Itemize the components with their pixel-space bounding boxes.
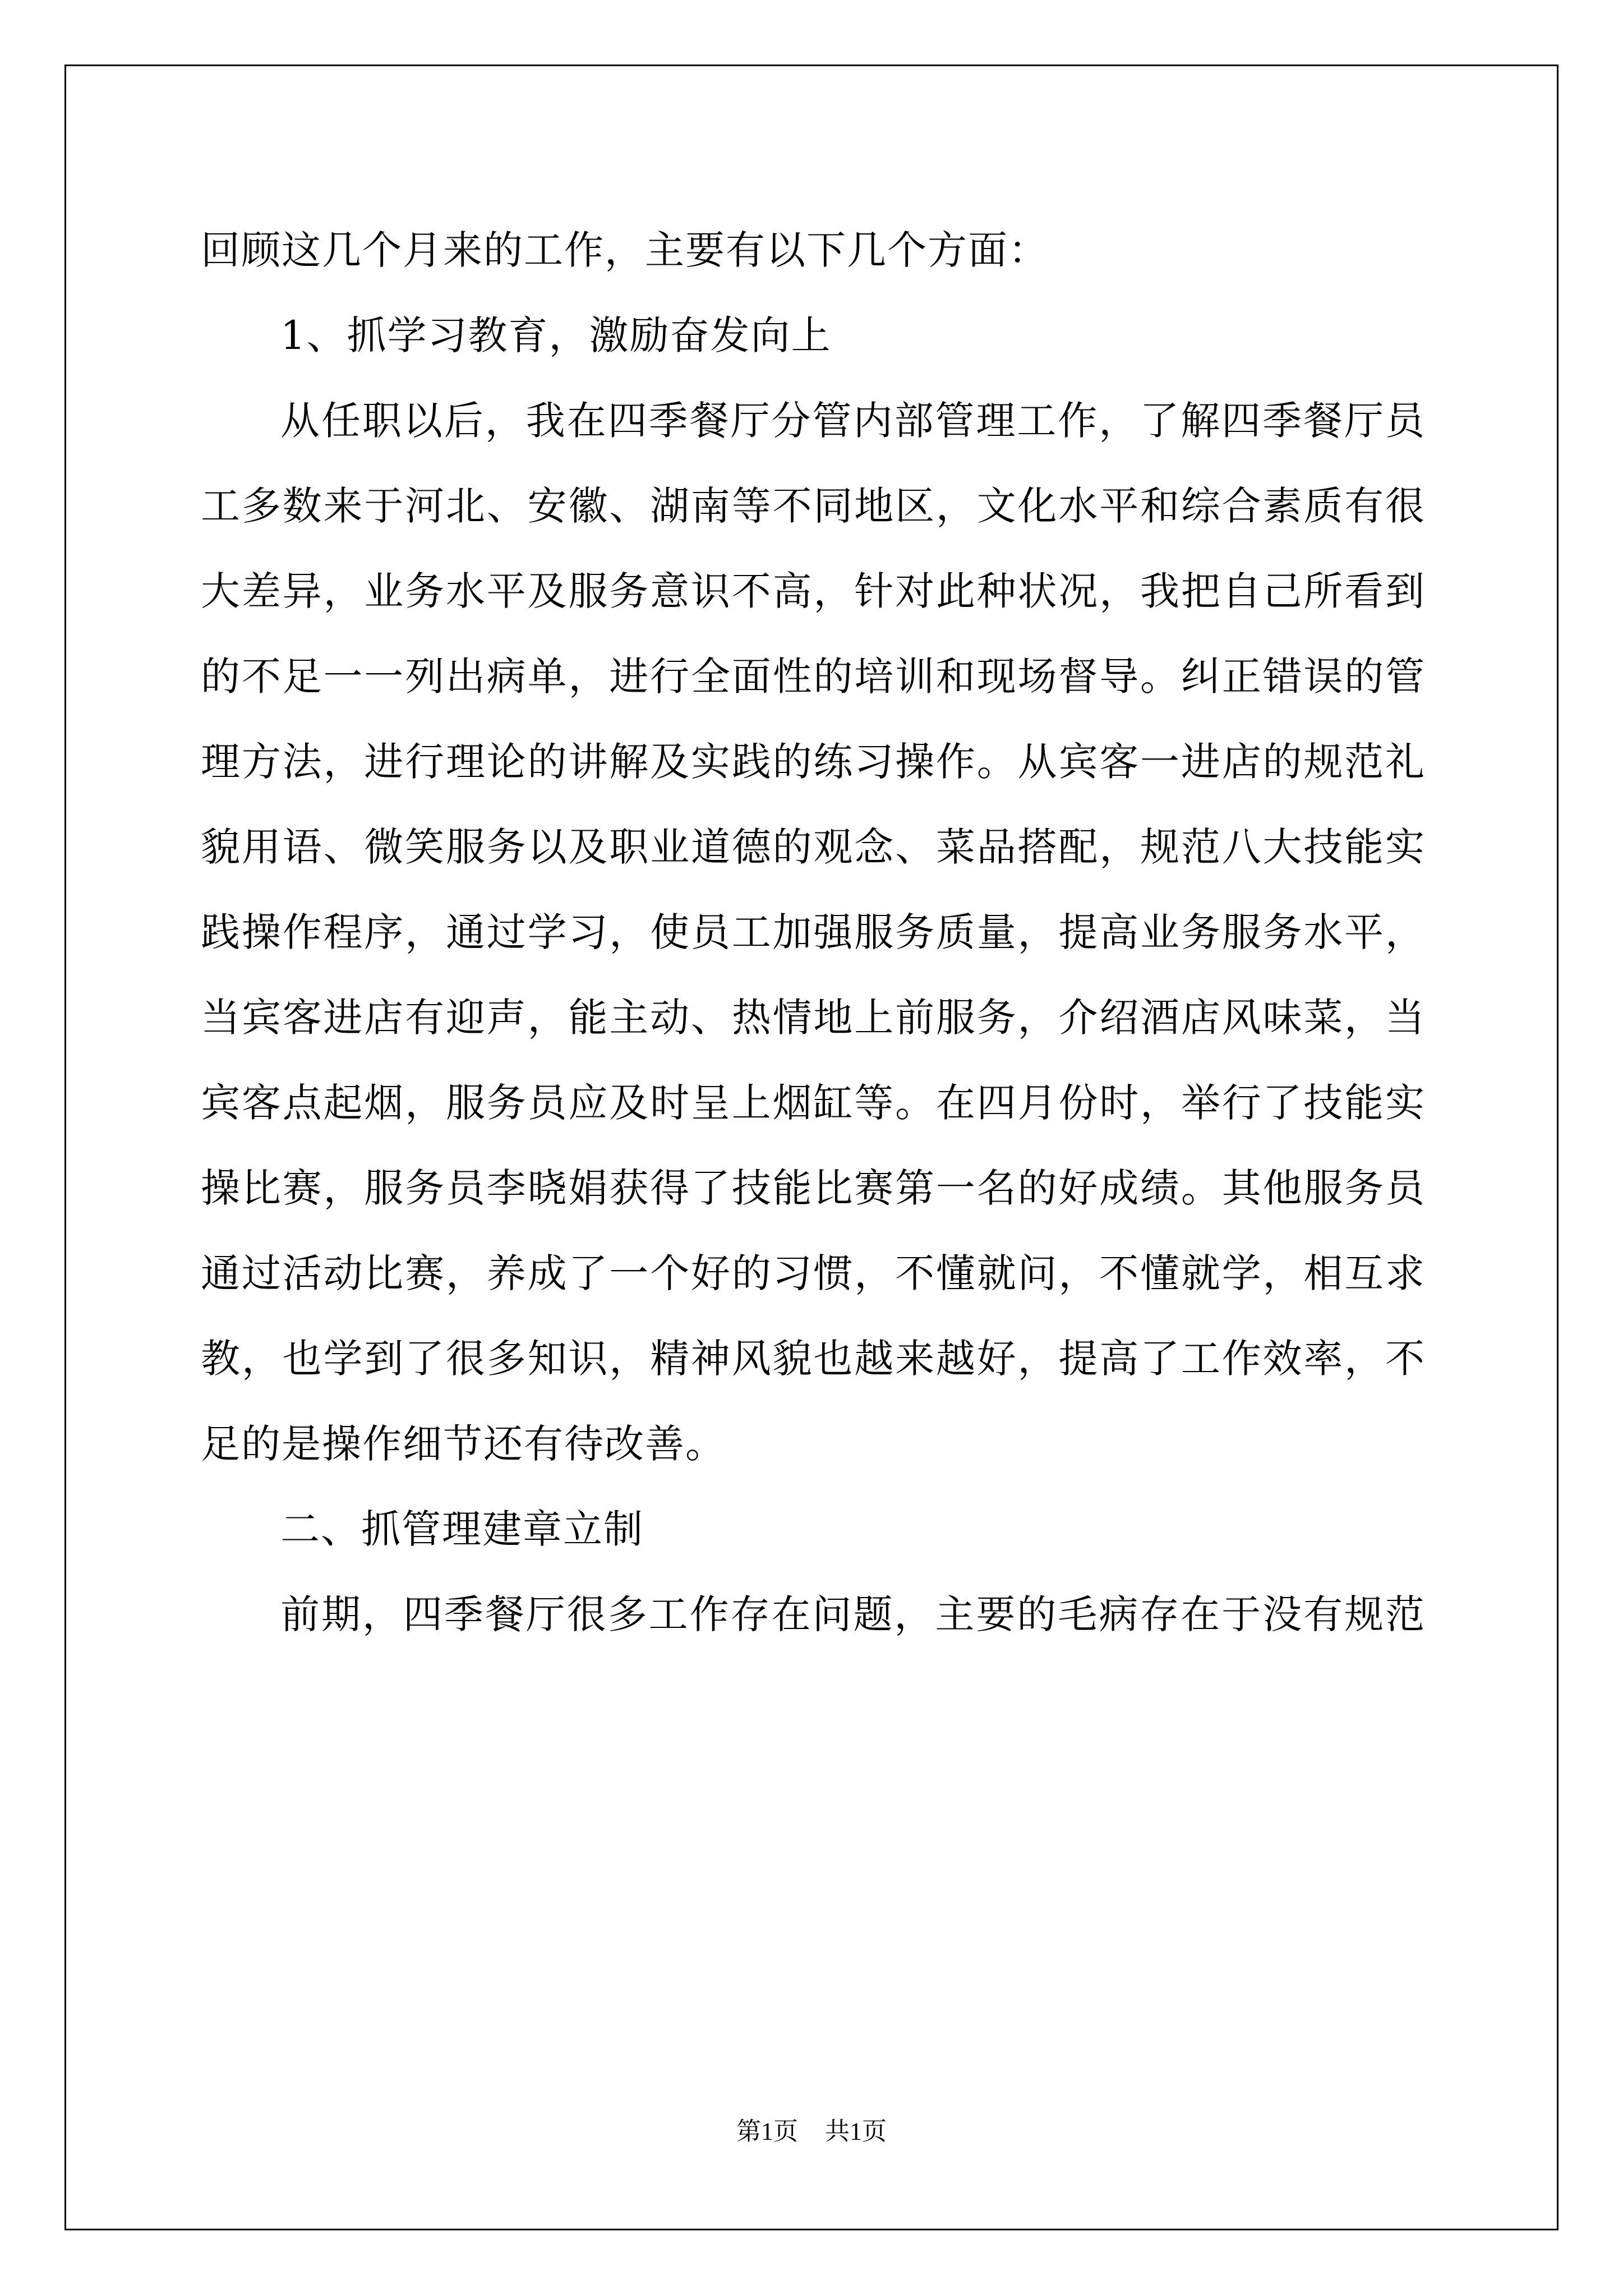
paragraph-line: 从任职以后，我在四季餐厅分管内部管理工作，了解四季餐厅员 [280,398,1426,444]
paragraph-line: 理方法，进行理论的讲解及实践的练习操作。从宾客一进店的规范礼 [201,739,1426,785]
document-body [201,208,1426,1657]
paragraph-line: 大差异，业务水平及服务意识不高，针对此种状况，我把自己所看到 [201,568,1426,614]
paragraph-line: 践操作程序，通过学习，使员工加强服务质量，提高业务服务水平， [201,909,1426,955]
page-total: 共1页 [825,2118,887,2145]
paragraph-line: 工多数来于河北、安徽、湖南等不同地区，文化水平和综合素质有很 [201,483,1426,529]
paragraph-line: 前期，四季餐厅很多工作存在问题，主要的毛病存在于没有规范 [280,1591,1426,1637]
section-heading: 二、抓管理建章立制 [280,1506,644,1552]
page-number: 第1页 [736,2118,798,2145]
paragraph-line: 宾客点起烟，服务员应及时呈上烟缸等。在四月份时，举行了技能实 [201,1080,1426,1126]
text-line: 回顾这几个月来的工作，主要有以下几个方面： [201,227,1049,273]
paragraph-line: 操比赛，服务员李晓娟获得了技能比赛第一名的好成绩。其他服务员 [201,1165,1426,1211]
paragraph-line: 的不足一一列出病单，进行全面性的培训和现场督导。纠正错误的管 [201,654,1426,700]
paragraph-line: 通过活动比赛，养成了一个好的习惯，不懂就问，不懂就学，相互求 [201,1250,1426,1296]
paragraph-line: 当宾客进店有迎声，能主动、热情地上前服务，介绍酒店风味菜，当 [201,995,1426,1041]
section-heading: 1、抓学习教育，激励奋发向上 [280,312,832,358]
paragraph-line: 教，也学到了很多知识，精神风貌也越来越好，提高了工作效率，不 [201,1336,1426,1382]
paragraph-line: 足的是操作细节还有待改善。 [201,1421,726,1467]
page-footer [0,2115,1623,2148]
paragraph-line: 貌用语、微笑服务以及职业道德的观念、菜品搭配，规范八大技能实 [201,824,1426,870]
